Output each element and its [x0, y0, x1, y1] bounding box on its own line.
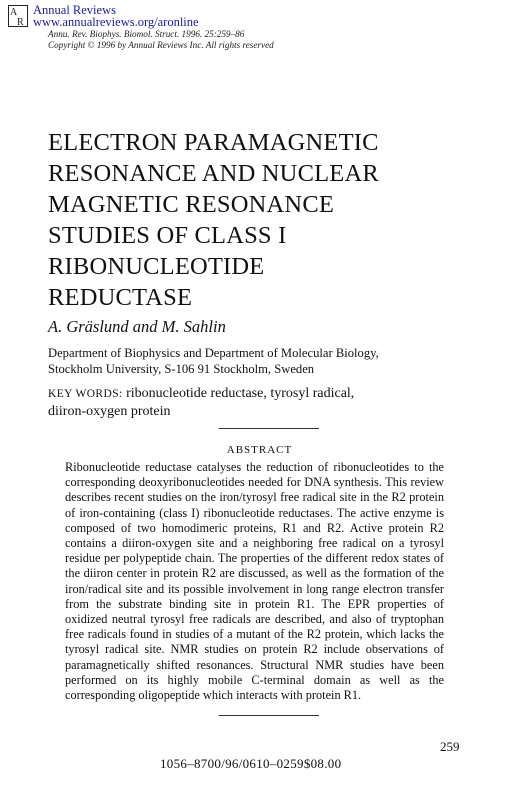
title-line: MAGNETIC RESONANCE	[48, 191, 335, 218]
title-line: RIBONUCLEOTIDE	[48, 253, 265, 280]
title-line: STUDIES OF CLASS I	[48, 222, 287, 249]
annual-reviews-logo-icon	[8, 5, 28, 27]
issn-code: 1056–8700/96/0610–0259$08.00	[160, 756, 342, 771]
keywords-text: diiron-oxygen protein	[48, 404, 171, 419]
svg-text:A: A	[10, 7, 18, 18]
journal-citation: Annu. Rev. Biophys. Biomol. Struct. 1996. 25:259–86	[48, 29, 245, 39]
affiliation	[48, 346, 488, 377]
abstract-text: Ribonucleotide reductase catalyses the reduction of ribonucleotides to the corresponding deoxyribonucleotides needed for DNA synthesis. This review describes recent studies on the iron/tyrosyl free radical site in the R2 protein of iron-containing (class I) ribonucleotide reductases. The active enzyme is composed of two homodimeric proteins, R1 and R2. Active protein R2 contains a diiron-oxygen site and a neighboring free radical on a tyrosyl residue per polypeptide chain. The properties of the different redox states of the diiron center in protein R2 are discussed, as well as the formation of the iron/radical site and its possible involvement in long range electron transfer from the substrate binding site in protein R1. The EPR properties of oxidized neutral tyrosyl free radicals are described, and also of tryptophan free radicals found in studies of a mutant of the R2 protein, which lacks the tyrosyl radical site. NMR studies on protein R2 include observations of paramagnetically shifted resonances. Structural NMR studies have been performed on its highly mobile C-terminal domain as well as the corresponding oligopeptide which interacts with protein R1.	[65, 460, 444, 703]
website-link[interactable]: www.annualreviews.org/aronline	[33, 15, 199, 29]
authors: A. Gräslund and M. Sahlin	[48, 317, 226, 336]
title-line: REDUCTASE	[48, 284, 193, 311]
affiliation-line: Department of Biophysics and Department of Molecular Biology,	[48, 346, 379, 360]
keywords-text: ribonucleotide reductase, tyrosyl radical,	[126, 386, 355, 401]
keywords	[48, 385, 488, 420]
affiliation-line: Stockholm University, S-106 91 Stockholm, Sweden	[48, 361, 315, 376]
divider	[219, 428, 319, 429]
title-line: ELECTRON PARAMAGNETIC	[48, 129, 379, 156]
copyright-notice: Copyright © 1996 by Annual Reviews Inc. All rights reserved	[48, 40, 274, 50]
page-number: 259	[440, 739, 460, 754]
divider	[219, 715, 319, 716]
keywords-label: KEY WORDS:	[48, 388, 123, 400]
svg-text:R: R	[17, 17, 24, 27]
abstract-heading: ABSTRACT	[226, 444, 293, 456]
article-title	[48, 127, 488, 313]
title-line: RESONANCE AND NUCLEAR	[48, 160, 379, 187]
annual-reviews-link[interactable]: Annual Reviews	[33, 3, 116, 17]
